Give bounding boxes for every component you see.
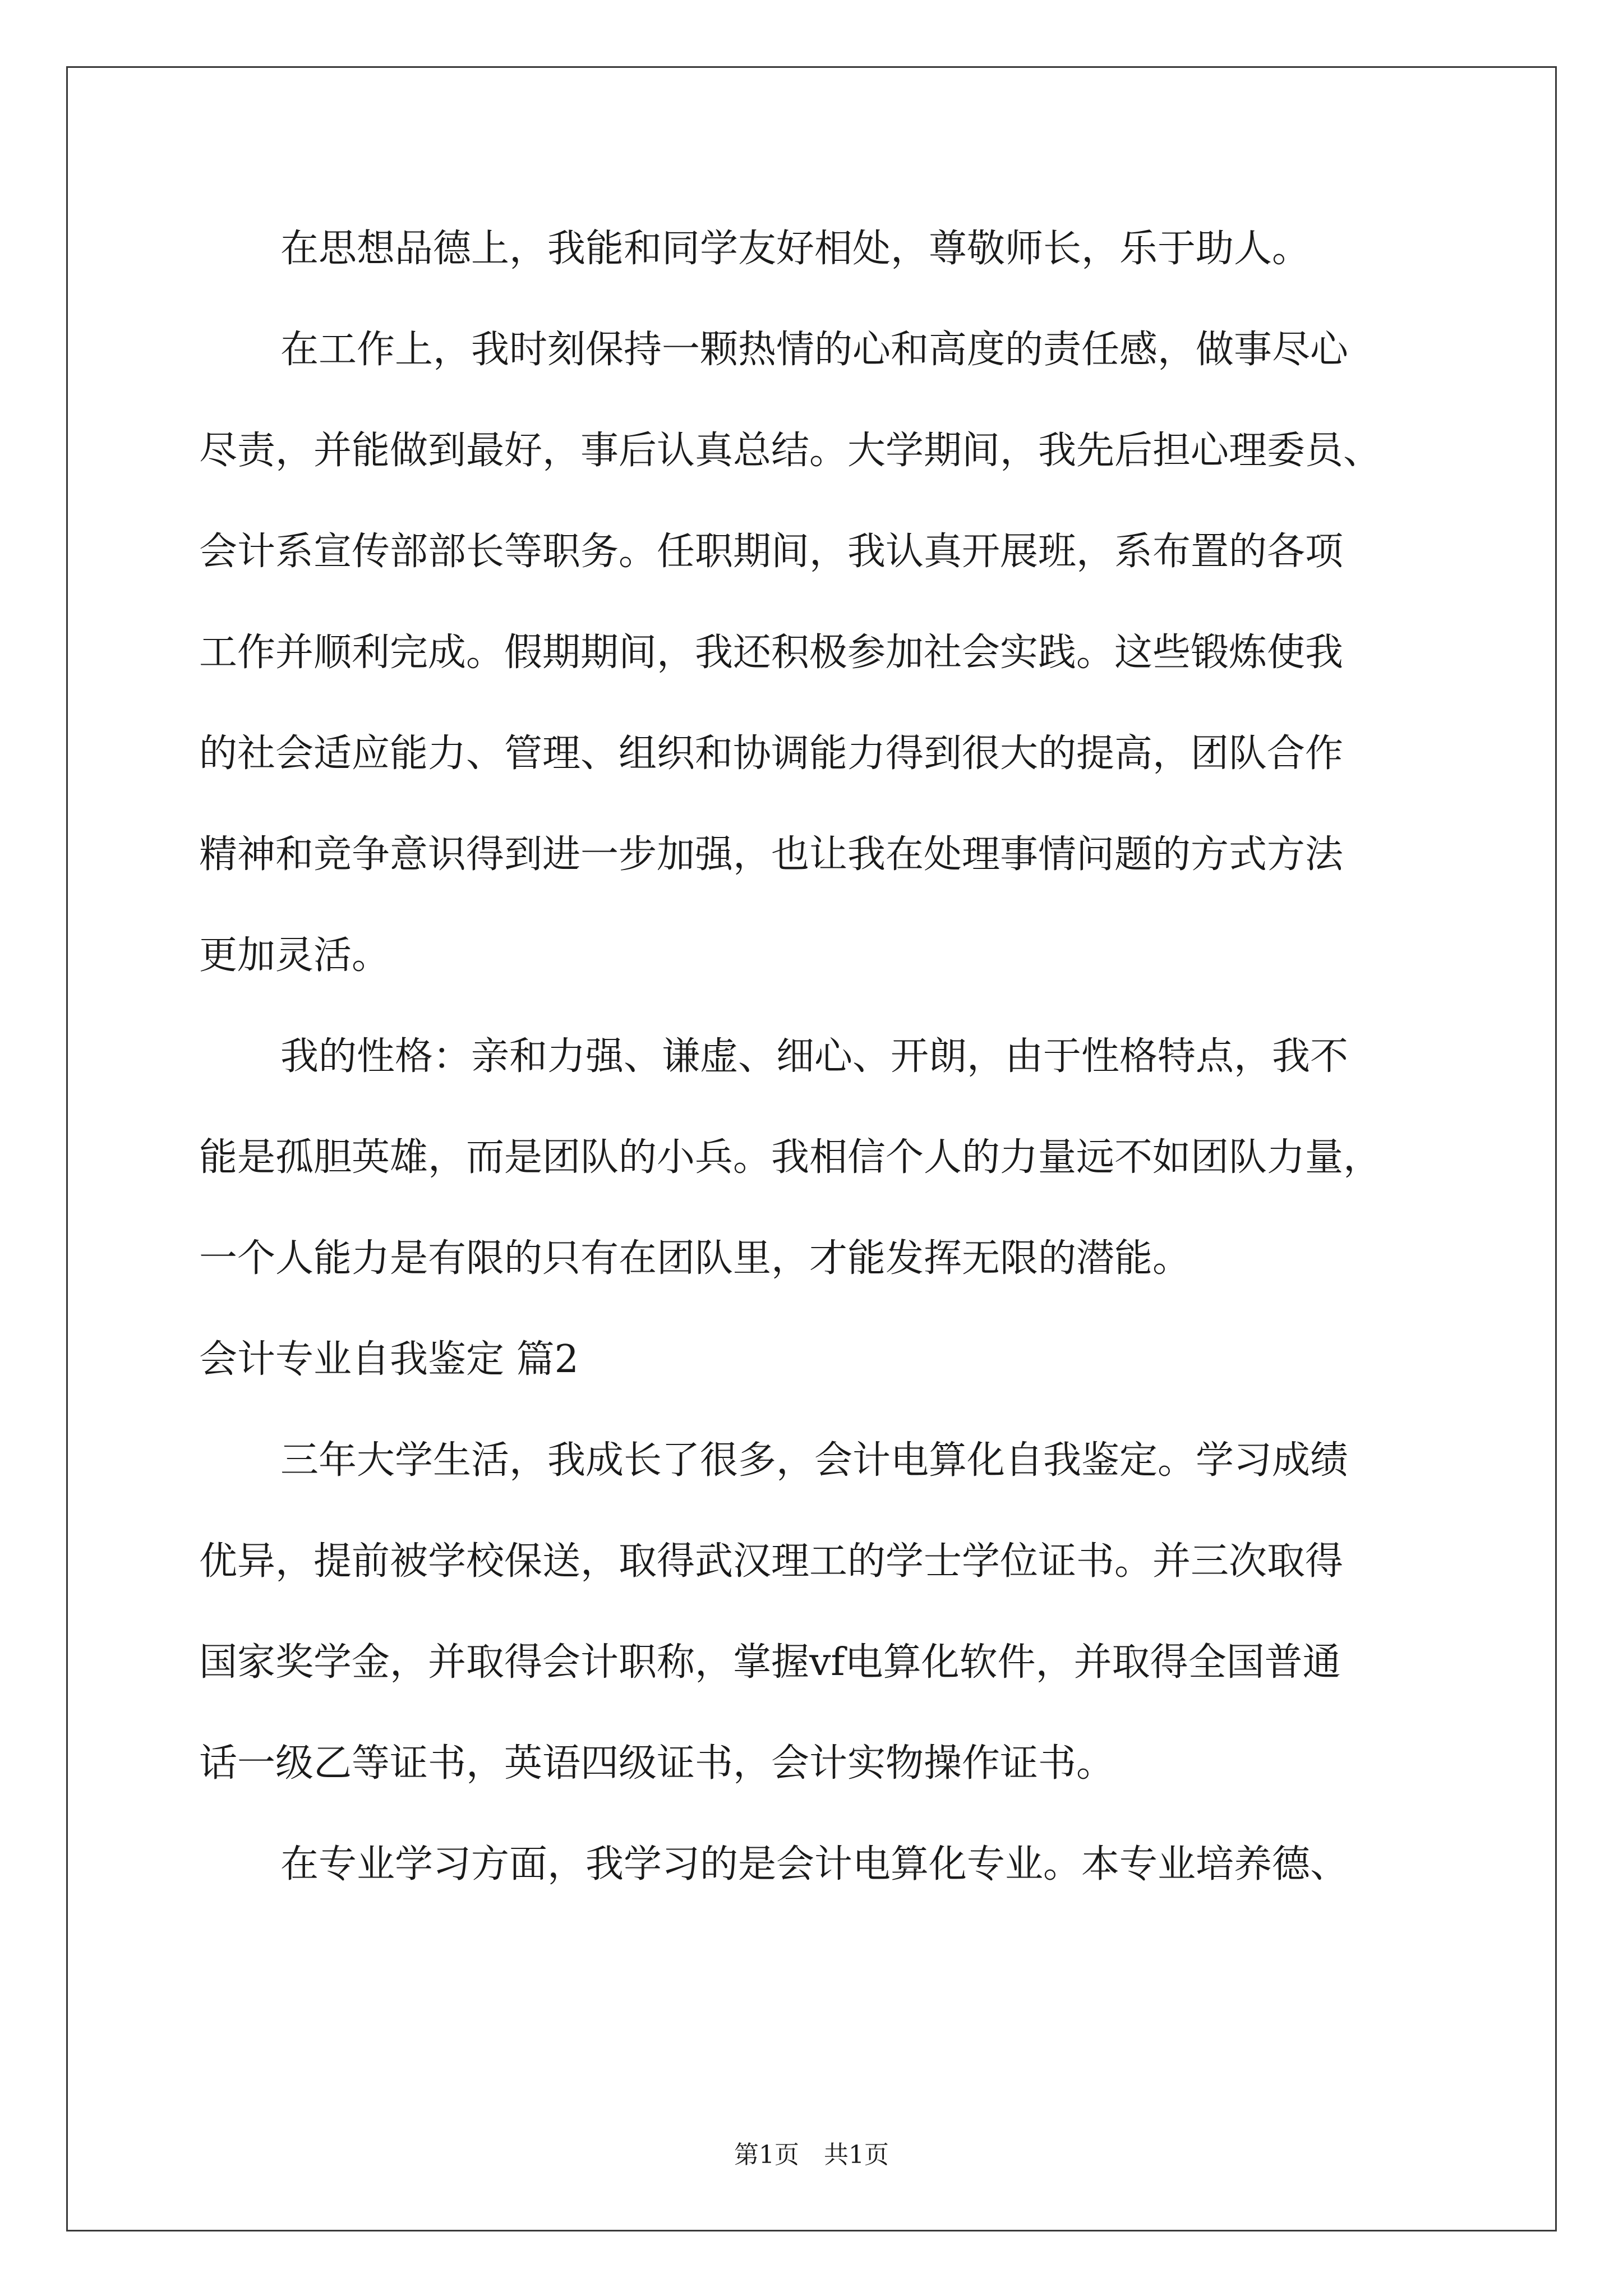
paragraph-line: 精神和竞争意识得到进一步加强，也让我在处理事情问题的方式方法 [199,832,1344,877]
paragraph-line: 更加灵活。 [199,933,390,978]
paragraph-line: 能是孤胆英雄，而是团队的小兵。我相信个人的力量远不如团队力量， [199,1135,1382,1180]
paragraph-line: 一个人能力是有限的只有在团队里，才能发挥无限的潜能。 [199,1236,1191,1281]
paragraph-line: 工作并顺利完成。假期期间，我还积极参加社会实践。这些锻炼使我 [199,631,1344,675]
paragraph-line: 国家奖学金，并取得会计职称，掌握vf电算化软件，并取得全国普通 [199,1640,1341,1685]
section-heading: 会计专业自我鉴定 篇2 [199,1337,579,1382]
paragraph-line: 尽责，并能做到最好，事后认真总结。大学期间，我先后担心理委员、 [199,429,1382,473]
paragraph-line: 会计系宣传部部长等职务。任职期间，我认真开展班，系布置的各项 [199,530,1344,574]
paragraph-line: 我的性格：亲和力强、谦虚、细心、开朗，由于性格特点，我不 [280,1034,1349,1079]
page-footer: 第1页 共1页 [734,2141,889,2169]
paragraph-line: 在思想品德上，我能和同学友好相处，尊敬师长，乐于助人。 [280,227,1311,271]
paragraph-line: 优异，提前被学校保送，取得武汉理工的学士学位证书。并三次取得 [199,1539,1344,1584]
paragraph-line: 三年大学生活，我成长了很多，会计电算化自我鉴定。学习成绩 [280,1438,1349,1483]
paragraph-line: 在工作上，我时刻保持一颗热情的心和高度的责任感，做事尽心 [280,328,1349,372]
paragraph-line: 话一级乙等证书，英语四级证书，会计实物操作证书。 [199,1741,1115,1786]
paragraph-line: 在专业学习方面，我学习的是会计电算化专业。本专业培养德、 [280,1842,1349,1887]
paragraph-line: 的社会适应能力、管理、组织和协调能力得到很大的提高，团队合作 [199,731,1344,776]
